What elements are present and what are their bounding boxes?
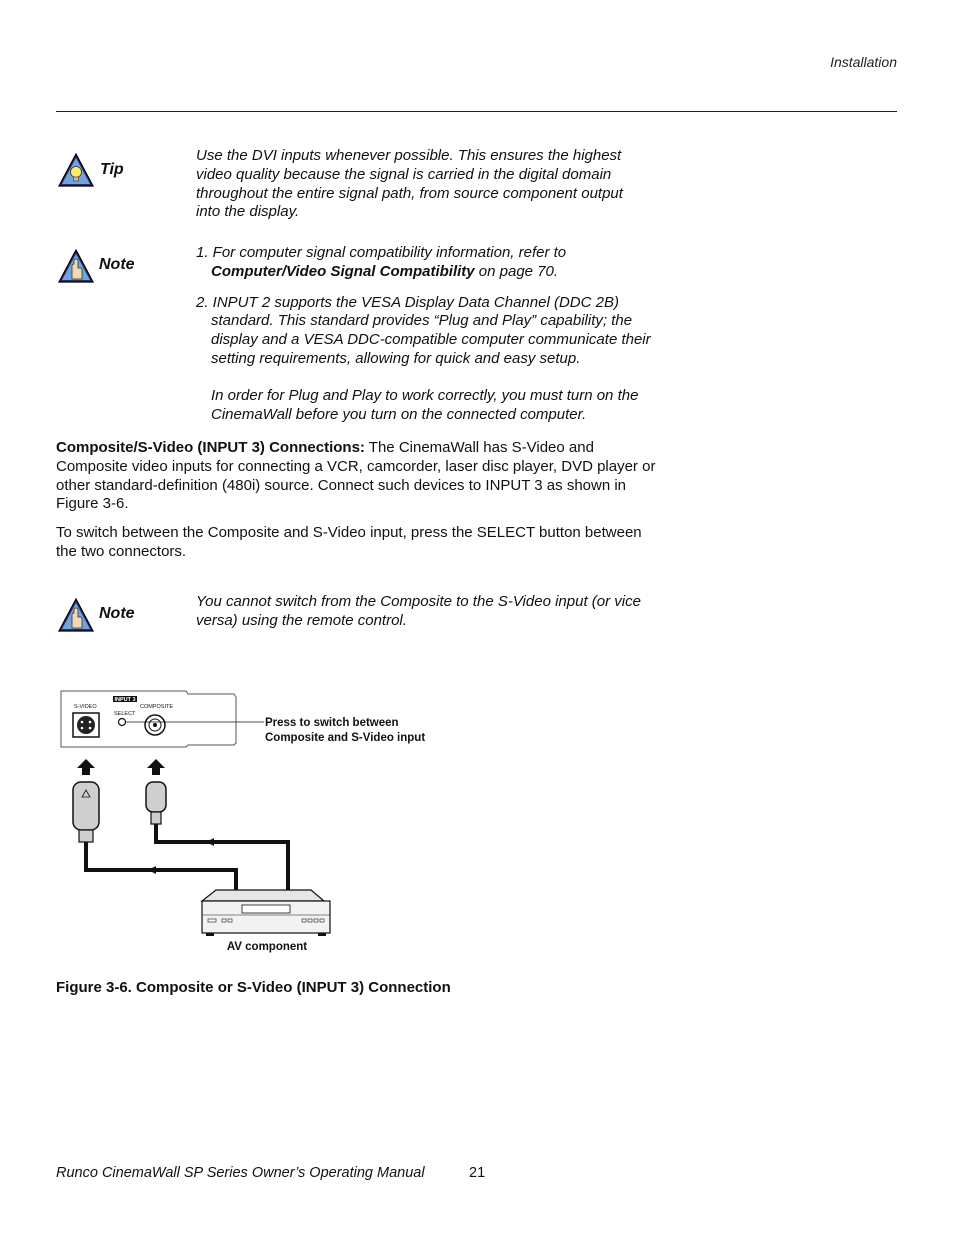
note-item-2: 2. INPUT 2 supports the VESA Display Data Channel (DDC 2B) standard. This standard provides “Plug and Play” capability; the display and a VESA DDC-compatible computer communicate their setting requirements, allowing for quick and easy setup. (196, 293, 651, 367)
note-icon (58, 249, 94, 288)
av-component-label: AV component (226, 941, 308, 953)
composite-plug (146, 782, 166, 812)
note-item-1 (196, 244, 656, 282)
section-paragraph-1 (56, 439, 656, 514)
note-item-1-suffix: on page 70. (474, 262, 559, 280)
running-header: Installation (830, 54, 897, 70)
tip-label: Tip (100, 161, 124, 178)
figure-caption: Figure 3-6. Composite or S-Video (INPUT 3) Connection (56, 979, 451, 996)
av-component (202, 890, 324, 901)
connection-diagram (56, 685, 476, 970)
header-rule (56, 111, 897, 112)
section-paragraph-1-text: The CinemaWall has S-Video and Composite video inputs for connecting a VCR, camcorder, laser disc player, DVD player or other standard-definition (480i) source. Connect such devices to INPUT 3 as shown in Figure 3-6. (56, 439, 656, 513)
page-number: 21 (469, 1165, 486, 1181)
arrow-up-icon (77, 759, 95, 775)
cross-reference-link[interactable]: Computer/Video Signal Compatibility (211, 262, 475, 280)
svideo-port-label: S-VIDEO (74, 704, 97, 710)
note-2-text: You cannot switch from the Composite to the S-Video input (or vice versa) using the remote control. (196, 593, 641, 629)
note-item-2-extra: In order for Plug and Play to work correctly, you must turn on the CinemaWall before you turn on the connected computer. (211, 386, 639, 423)
note-label: Note (99, 256, 135, 273)
select-button-label: SELECT (114, 711, 136, 717)
section-body (56, 439, 656, 562)
input-panel-badge-label: INPUT 3 (114, 697, 136, 703)
note-icon (58, 598, 94, 637)
select-button (119, 719, 126, 726)
arrow-up-icon (147, 759, 165, 775)
note-item-1-prefix: 1. For computer signal compatibility information, refer to (196, 244, 567, 261)
section-paragraph-2: To switch between the Composite and S-Video input, press the SELECT button between the two connectors. (56, 524, 642, 560)
composite-cable (156, 824, 288, 890)
tip-text: Use the DVI inputs whenever possible. This ensures the highest video quality because the signal is carried in the digital domain throughout the entire signal path, from source component output into the display. (196, 147, 623, 221)
callout-line-2: Composite and S-Video input (265, 732, 426, 744)
tip-icon (58, 153, 94, 192)
svideo-cable (86, 842, 236, 890)
note-text-block (196, 244, 656, 424)
arrow-left-icon (148, 866, 156, 874)
composite-port-label: COMPOSITE (140, 704, 174, 710)
section-heading: Composite/S-Video (INPUT 3) Connections: (56, 439, 365, 456)
callout-line-1: Press to switch between (265, 717, 399, 729)
note-label: Note (99, 605, 135, 622)
footer-manual-title: Runco CinemaWall SP Series Owner’s Operating Manual (56, 1165, 425, 1181)
arrow-left-icon (206, 838, 214, 846)
